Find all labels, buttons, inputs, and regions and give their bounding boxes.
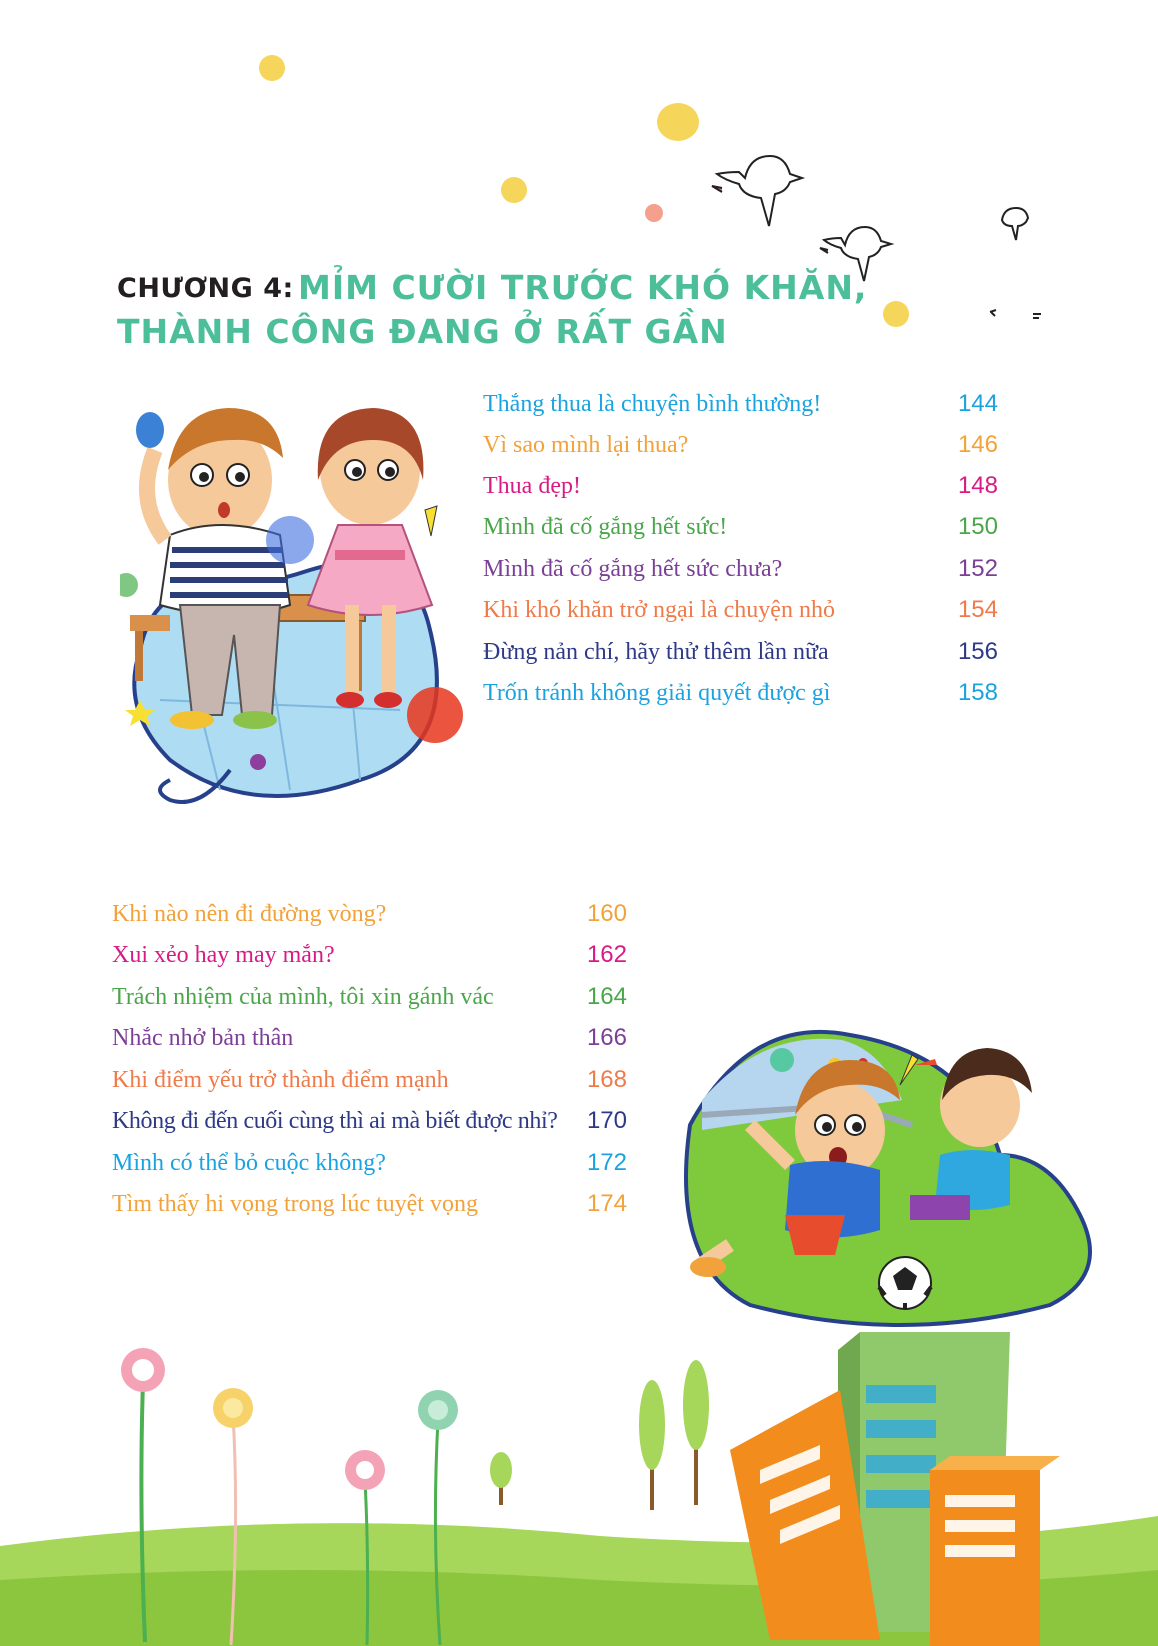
chapter-title-line-1: MỈM CƯỜI TRƯỚC KHÓ KHĂN, [298,268,868,307]
toc-entry[interactable] [483,675,998,711]
toc-entry[interactable] [112,1062,627,1098]
toc-entry-title: Nhắc nhở bản thân [112,1025,294,1051]
toc-entry-title: Thua đẹp! [483,473,581,499]
chapter-label: CHƯƠNG 4: [117,273,294,304]
landscape-illustration [0,1310,1158,1646]
toc-entry[interactable] [112,1103,627,1139]
chapter-title-line-2: THÀNH CÔNG ĐANG Ở RẤT GẦN [117,312,728,351]
toc-entry-page: 162 [586,941,627,968]
toc-entry-page: 150 [957,513,998,540]
tree-icon [639,1380,665,1510]
toc-entry[interactable] [112,1145,627,1181]
tree-icon [490,1452,512,1505]
toc-entry-title: Đừng nản chí, hãy thử thêm lần nữa [483,639,829,665]
toc-entry-title: Tìm thấy hi vọng trong lúc tuyệt vọng [112,1191,478,1217]
kids-classroom-illustration [120,400,480,810]
toc-entry-title: Xui xẻo hay may mắn? [112,942,335,968]
toc-entry[interactable] [112,896,627,932]
toc-entry-title: Vì sao mình lại thua? [483,432,689,458]
toc-entry-title: Trốn tránh không giải quyết được gì [483,680,831,706]
toc-entry-title: Mình đã cố gắng hết sức! [483,514,728,540]
bird-icon [1002,208,1028,240]
toc-entry-title: Không đi đến cuối cùng thì ai mà biết được nhỉ? [112,1108,558,1134]
toc-entry-page: 168 [586,1066,627,1093]
toc-entry-title: Trách nhiệm của mình, tôi xin gánh vác [112,984,494,1010]
flower-icon [418,1390,458,1430]
toc-entry-page: 148 [957,472,998,499]
toc-entry-page: 160 [586,900,627,927]
toc-entry[interactable] [112,1020,627,1056]
tree-icon [683,1360,709,1505]
flower-icon [345,1450,385,1490]
toc-entry-page: 170 [586,1107,627,1134]
toc-entry-page: 174 [586,1190,627,1217]
toc-entry[interactable] [483,551,998,587]
toc-entry-page: 152 [957,555,998,582]
toc-entry-page: 156 [957,638,998,665]
toc-entry-page: 158 [957,679,998,706]
toc-entry[interactable] [112,979,627,1015]
toc-entry-title: Khi điểm yếu trở thành điểm mạnh [112,1067,449,1093]
toc-entry[interactable] [483,468,998,504]
flower-icon [213,1388,253,1428]
toc-entry[interactable] [483,509,998,545]
toc-entry-page: 154 [957,596,998,623]
yellow-dot-icon [883,301,909,327]
toc-entry[interactable] [483,592,998,628]
yellow-dot-icon [657,103,699,141]
toc-entry-page: 144 [957,390,998,417]
soccer-kids-illustration [680,1005,1100,1345]
toc-entry-page: 172 [586,1149,627,1176]
toc-entry[interactable] [483,634,998,670]
yellow-dot-icon [501,177,527,203]
yellow-dot-icon [259,55,285,81]
toc-entry-page: 166 [586,1024,627,1051]
flower-icon [121,1348,165,1392]
toc-entry-title: Khi nào nên đi đường vòng? [112,901,387,927]
toc-entry-title: Khi khó khăn trở ngại là chuyện nhỏ [483,597,835,623]
toc-entry[interactable] [112,1186,627,1222]
pink-dot-icon [645,204,663,222]
toc-entry[interactable] [112,937,627,973]
toc-entry-title: Thắng thua là chuyện bình thường! [483,391,822,417]
toc-entry-page: 146 [957,431,998,458]
toc-entry-title: Mình đã cố gắng hết sức chưa? [483,556,783,582]
toc-entry[interactable] [483,427,998,463]
toc-entry[interactable] [483,386,998,422]
bird-icon [990,310,1041,318]
toc-entry-title: Mình có thể bỏ cuộc không? [112,1150,386,1176]
toc-entry-page: 164 [586,983,627,1010]
bird-icon [712,156,802,226]
